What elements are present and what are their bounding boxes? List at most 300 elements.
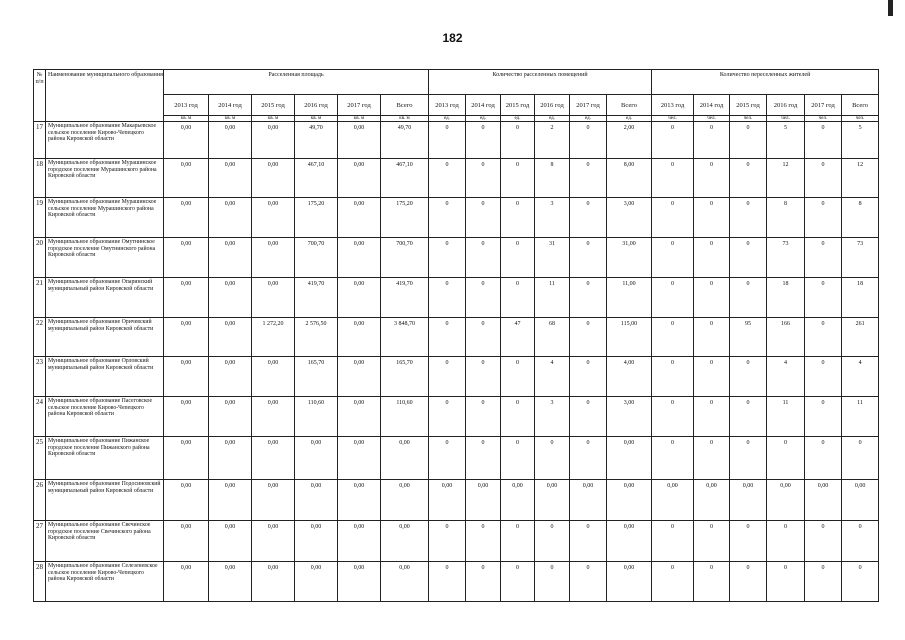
- header-year-people: Всего: [842, 95, 879, 116]
- header-unit-people: чел.: [767, 116, 805, 122]
- header-row-groups: [34, 70, 879, 95]
- cell-area: 110,60: [381, 397, 429, 437]
- cell-people: 0: [805, 122, 842, 159]
- cell-area: 0,00: [209, 357, 252, 397]
- header-year-rooms: 2016 год: [535, 95, 570, 116]
- cell-area: 0,00: [252, 480, 295, 521]
- cell-people: 0,00: [730, 480, 767, 521]
- cell-area: 0,00: [164, 198, 209, 238]
- header-unit-area: кв. м: [164, 116, 209, 122]
- cell-people: 0: [767, 521, 805, 562]
- cell-rooms: 2,00: [607, 122, 652, 159]
- table-row: [34, 562, 879, 602]
- header-unit-area: кв. м: [338, 116, 381, 122]
- cell-rooms: 0: [429, 397, 466, 437]
- cell-people: 0,00: [652, 480, 694, 521]
- cell-people: 11: [767, 397, 805, 437]
- cell-people: 0: [842, 437, 879, 480]
- cell-area: 0,00: [381, 521, 429, 562]
- cell-area: 3 848,70: [381, 318, 429, 357]
- header-num: № п/п: [34, 70, 46, 122]
- cell-people: 5: [767, 122, 805, 159]
- page-number: 182: [442, 31, 463, 45]
- cell-rooms: 0: [535, 437, 570, 480]
- cell-rooms: 0: [570, 521, 607, 562]
- cell-rooms: 0,00: [466, 480, 501, 521]
- table-row: [34, 278, 879, 318]
- cell-area: 700,70: [295, 238, 338, 278]
- cell-rooms: 0: [429, 198, 466, 238]
- row-municipality-name: Муниципальное образование Макарьевское сельское поселение Кирово-Чепецкого района Кировской области: [46, 122, 164, 159]
- header-year-rooms: Всего: [607, 95, 652, 116]
- cell-rooms: 0,00: [607, 480, 652, 521]
- row-municipality-name: Муниципальное образование Мурашинское городское поселение Мурашинского района Кировской области: [46, 159, 164, 198]
- cell-people: 0: [694, 122, 730, 159]
- cell-area: 0,00: [338, 122, 381, 159]
- cell-rooms: 0: [429, 562, 466, 602]
- scan-edge-mark: [888, 0, 893, 16]
- cell-rooms: 0: [570, 122, 607, 159]
- header-unit-people: чел.: [842, 116, 879, 122]
- cell-rooms: 0,00: [607, 521, 652, 562]
- cell-people: 0: [805, 357, 842, 397]
- cell-area: 0,00: [252, 562, 295, 602]
- header-group-people: Количество переселенных жителей: [652, 70, 879, 95]
- cell-area: 467,10: [381, 159, 429, 198]
- cell-area: 0,00: [338, 480, 381, 521]
- row-number: 26: [34, 480, 46, 521]
- cell-people: 0: [805, 198, 842, 238]
- header-year-people: 2013 год: [652, 95, 694, 116]
- cell-rooms: 0: [466, 278, 501, 318]
- row-number: 18: [34, 159, 46, 198]
- cell-area: 0,00: [295, 437, 338, 480]
- cell-area: 0,00: [381, 437, 429, 480]
- cell-rooms: 0: [501, 357, 535, 397]
- cell-rooms: 3: [535, 397, 570, 437]
- cell-area: 0,00: [338, 397, 381, 437]
- cell-rooms: 0,00: [607, 562, 652, 602]
- cell-area: 0,00: [295, 562, 338, 602]
- cell-rooms: 0: [466, 397, 501, 437]
- cell-people: 0: [694, 318, 730, 357]
- cell-area: 0,00: [338, 238, 381, 278]
- cell-people: 0: [842, 521, 879, 562]
- cell-area: 0,00: [209, 562, 252, 602]
- cell-rooms: 0: [501, 521, 535, 562]
- cell-rooms: 0: [466, 198, 501, 238]
- cell-rooms: 0: [501, 562, 535, 602]
- cell-area: 467,10: [295, 159, 338, 198]
- cell-area: 0,00: [252, 357, 295, 397]
- cell-area: 0,00: [252, 521, 295, 562]
- cell-people: 0: [694, 521, 730, 562]
- table-header: [34, 70, 879, 122]
- cell-area: 0,00: [209, 480, 252, 521]
- cell-rooms: 0: [429, 122, 466, 159]
- header-year-area: 2016 год: [295, 95, 338, 116]
- cell-rooms: 0: [501, 159, 535, 198]
- cell-people: 4: [842, 357, 879, 397]
- table-body: [34, 122, 879, 602]
- cell-area: 0,00: [338, 318, 381, 357]
- resettlement-table-container: [33, 69, 879, 602]
- cell-people: 0: [730, 198, 767, 238]
- header-group-rooms: Количество расселенных помещений: [429, 70, 652, 95]
- cell-people: 0: [730, 122, 767, 159]
- row-number: 23: [34, 357, 46, 397]
- cell-rooms: 0: [466, 562, 501, 602]
- row-number: 20: [34, 238, 46, 278]
- header-unit-people: чел.: [652, 116, 694, 122]
- cell-area: 0,00: [164, 397, 209, 437]
- cell-area: 0,00: [252, 278, 295, 318]
- cell-people: 0,00: [842, 480, 879, 521]
- table-row: [34, 437, 879, 480]
- cell-people: 0: [805, 562, 842, 602]
- cell-rooms: 0: [466, 437, 501, 480]
- cell-area: 0,00: [295, 521, 338, 562]
- cell-rooms: 0: [501, 397, 535, 437]
- cell-people: 0: [730, 159, 767, 198]
- cell-people: 0: [652, 437, 694, 480]
- cell-people: 261: [842, 318, 879, 357]
- cell-area: 0,00: [164, 122, 209, 159]
- cell-rooms: 8,00: [607, 159, 652, 198]
- header-unit-rooms: ед.: [570, 116, 607, 122]
- cell-people: 5: [842, 122, 879, 159]
- cell-people: 18: [767, 278, 805, 318]
- cell-rooms: 0: [501, 437, 535, 480]
- cell-area: 0,00: [338, 278, 381, 318]
- cell-people: 11: [842, 397, 879, 437]
- cell-people: 0: [694, 238, 730, 278]
- cell-rooms: 0: [429, 238, 466, 278]
- row-municipality-name: Муниципальное образование Селезеневское сельское поселение Кирово-Чепецкого района Кировской области: [46, 562, 164, 602]
- table-row: [34, 357, 879, 397]
- table-row: [34, 318, 879, 357]
- cell-rooms: 3: [535, 198, 570, 238]
- cell-people: 0: [730, 562, 767, 602]
- cell-people: 0: [694, 357, 730, 397]
- cell-people: 0: [730, 437, 767, 480]
- cell-people: 0: [805, 437, 842, 480]
- row-number: 21: [34, 278, 46, 318]
- cell-area: 0,00: [338, 357, 381, 397]
- cell-rooms: 8: [535, 159, 570, 198]
- cell-people: 0: [652, 318, 694, 357]
- cell-people: 0: [652, 562, 694, 602]
- cell-people: 73: [767, 238, 805, 278]
- cell-rooms: 0: [570, 198, 607, 238]
- header-unit-rooms: ед.: [466, 116, 501, 122]
- header-unit-people: чел.: [805, 116, 842, 122]
- row-number: 24: [34, 397, 46, 437]
- cell-area: 110,60: [295, 397, 338, 437]
- header-unit-area: кв. м: [381, 116, 429, 122]
- cell-rooms: 0,00: [501, 480, 535, 521]
- cell-people: 0,00: [767, 480, 805, 521]
- cell-rooms: 0: [429, 437, 466, 480]
- cell-rooms: 0: [501, 198, 535, 238]
- cell-area: 0,00: [209, 521, 252, 562]
- header-year-area: 2013 год: [164, 95, 209, 116]
- cell-rooms: 0: [570, 238, 607, 278]
- cell-people: 73: [842, 238, 879, 278]
- header-unit-rooms: ед.: [501, 116, 535, 122]
- header-year-area: Всего: [381, 95, 429, 116]
- cell-area: 0,00: [164, 480, 209, 521]
- cell-people: 12: [842, 159, 879, 198]
- cell-people: 0: [842, 562, 879, 602]
- cell-people: 0: [652, 278, 694, 318]
- cell-area: 0,00: [381, 480, 429, 521]
- header-year-people: 2017 год: [805, 95, 842, 116]
- table-row: [34, 397, 879, 437]
- cell-rooms: 0: [501, 122, 535, 159]
- cell-area: 0,00: [209, 198, 252, 238]
- table-row: [34, 480, 879, 521]
- cell-rooms: 0: [501, 238, 535, 278]
- cell-rooms: 0,00: [535, 480, 570, 521]
- row-municipality-name: Муниципальное образование Орловский муниципальный район Кировской области: [46, 357, 164, 397]
- cell-people: 0: [730, 521, 767, 562]
- cell-people: 0: [730, 357, 767, 397]
- header-unit-area: кв. м: [295, 116, 338, 122]
- cell-area: 0,00: [164, 318, 209, 357]
- header-unit-area: кв. м: [209, 116, 252, 122]
- cell-rooms: 2: [535, 122, 570, 159]
- row-municipality-name: Муниципальное образование Мурашинское сельское поселение Мурашинского района Кировской области: [46, 198, 164, 238]
- cell-people: 0: [694, 159, 730, 198]
- row-number: 25: [34, 437, 46, 480]
- header-unit-rooms: ед.: [535, 116, 570, 122]
- cell-people: 0: [652, 357, 694, 397]
- cell-rooms: 4: [535, 357, 570, 397]
- cell-rooms: 0,00: [429, 480, 466, 521]
- cell-area: 0,00: [338, 198, 381, 238]
- cell-rooms: 0: [570, 159, 607, 198]
- cell-people: 0: [805, 278, 842, 318]
- cell-area: 0,00: [164, 521, 209, 562]
- cell-area: 0,00: [164, 437, 209, 480]
- cell-area: 700,70: [381, 238, 429, 278]
- cell-rooms: 0: [429, 357, 466, 397]
- row-number: 27: [34, 521, 46, 562]
- cell-rooms: 0: [535, 521, 570, 562]
- row-municipality-name: Муниципальное образование Свечинское городское поселение Свечинского района Кировской области: [46, 521, 164, 562]
- header-unit-people: чел.: [730, 116, 767, 122]
- cell-rooms: 0: [570, 278, 607, 318]
- row-number: 17: [34, 122, 46, 159]
- header-year-people: 2014 год: [694, 95, 730, 116]
- cell-area: 0,00: [209, 122, 252, 159]
- header-year-rooms: 2014 год: [466, 95, 501, 116]
- cell-people: 0,00: [694, 480, 730, 521]
- cell-area: 0,00: [164, 562, 209, 602]
- cell-area: 49,70: [381, 122, 429, 159]
- cell-area: 165,70: [295, 357, 338, 397]
- cell-rooms: 0: [570, 318, 607, 357]
- cell-area: 0,00: [209, 278, 252, 318]
- header-group-area: Расселенная площадь: [164, 70, 429, 95]
- cell-area: 0,00: [252, 122, 295, 159]
- cell-people: 4: [767, 357, 805, 397]
- cell-area: 0,00: [252, 437, 295, 480]
- header-unit-people: чел.: [694, 116, 730, 122]
- cell-rooms: 3,00: [607, 397, 652, 437]
- cell-people: 0,00: [805, 480, 842, 521]
- cell-area: 419,70: [295, 278, 338, 318]
- header-year-rooms: 2015 год: [501, 95, 535, 116]
- cell-area: 0,00: [252, 198, 295, 238]
- cell-people: 0: [805, 318, 842, 357]
- cell-area: 175,20: [295, 198, 338, 238]
- cell-rooms: 0: [466, 357, 501, 397]
- cell-people: 0: [694, 278, 730, 318]
- cell-area: 0,00: [164, 159, 209, 198]
- cell-rooms: 4,00: [607, 357, 652, 397]
- cell-area: 49,70: [295, 122, 338, 159]
- cell-rooms: 47: [501, 318, 535, 357]
- cell-rooms: 68: [535, 318, 570, 357]
- row-municipality-name: Муниципальное образование Опаринский муниципальный район Кировской области: [46, 278, 164, 318]
- header-year-area: 2015 год: [252, 95, 295, 116]
- header-year-area: 2017 год: [338, 95, 381, 116]
- row-number: 22: [34, 318, 46, 357]
- cell-people: 0: [730, 238, 767, 278]
- cell-area: 0,00: [338, 521, 381, 562]
- table-row: [34, 521, 879, 562]
- cell-rooms: 0,00: [607, 437, 652, 480]
- header-year-rooms: 2013 год: [429, 95, 466, 116]
- cell-people: 0: [694, 437, 730, 480]
- cell-rooms: 11,00: [607, 278, 652, 318]
- cell-area: 0,00: [295, 480, 338, 521]
- cell-rooms: 11: [535, 278, 570, 318]
- cell-rooms: 115,00: [607, 318, 652, 357]
- cell-rooms: 0: [570, 397, 607, 437]
- cell-rooms: 0: [501, 278, 535, 318]
- cell-area: 0,00: [164, 278, 209, 318]
- cell-people: 0: [805, 397, 842, 437]
- cell-people: 0: [730, 397, 767, 437]
- cell-area: 0,00: [381, 562, 429, 602]
- cell-area: 1 272,20: [252, 318, 295, 357]
- cell-area: 165,70: [381, 357, 429, 397]
- cell-rooms: 0,00: [570, 480, 607, 521]
- cell-area: 175,20: [381, 198, 429, 238]
- cell-people: 0: [694, 397, 730, 437]
- cell-people: 0: [767, 437, 805, 480]
- cell-area: 0,00: [252, 159, 295, 198]
- header-year-rooms: 2017 год: [570, 95, 607, 116]
- cell-people: 8: [767, 198, 805, 238]
- cell-rooms: 0: [429, 278, 466, 318]
- row-municipality-name: Муниципальное образование Пасеговское сельское поселение Кирово-Чепецкого района Кировской области: [46, 397, 164, 437]
- row-municipality-name: Муниципальное образование Омутнинское городское поселение Омутнинского района Кировской области: [46, 238, 164, 278]
- cell-rooms: 0: [570, 437, 607, 480]
- cell-people: 166: [767, 318, 805, 357]
- cell-people: 0: [652, 238, 694, 278]
- cell-people: 0: [652, 397, 694, 437]
- cell-rooms: 0: [429, 318, 466, 357]
- cell-rooms: 0: [570, 357, 607, 397]
- cell-people: 0: [652, 198, 694, 238]
- cell-rooms: 0: [466, 159, 501, 198]
- cell-rooms: 3,00: [607, 198, 652, 238]
- cell-rooms: 31,00: [607, 238, 652, 278]
- header-unit-rooms: ед.: [607, 116, 652, 122]
- cell-area: 0,00: [209, 397, 252, 437]
- cell-people: 0: [694, 198, 730, 238]
- cell-area: 0,00: [164, 238, 209, 278]
- cell-area: 0,00: [164, 357, 209, 397]
- header-year-people: 2016 год: [767, 95, 805, 116]
- cell-people: 0: [652, 159, 694, 198]
- cell-rooms: 0: [466, 122, 501, 159]
- cell-people: 18: [842, 278, 879, 318]
- row-municipality-name: Муниципальное образование Подосиновский муниципальный район Кировской области: [46, 480, 164, 521]
- cell-area: 0,00: [338, 437, 381, 480]
- header-unit-rooms: ед.: [429, 116, 466, 122]
- header-unit-area: кв. м: [252, 116, 295, 122]
- cell-rooms: 31: [535, 238, 570, 278]
- cell-area: 0,00: [209, 437, 252, 480]
- cell-rooms: 0: [466, 521, 501, 562]
- row-municipality-name: Муниципальное образование Пижанское городское поселение Пижанского района Кировской области: [46, 437, 164, 480]
- cell-people: 0: [805, 238, 842, 278]
- cell-area: 0,00: [252, 397, 295, 437]
- cell-people: 0: [805, 159, 842, 198]
- header-year-area: 2014 год: [209, 95, 252, 116]
- cell-people: 0: [694, 562, 730, 602]
- cell-area: 2 576,50: [295, 318, 338, 357]
- cell-people: 12: [767, 159, 805, 198]
- cell-people: 8: [842, 198, 879, 238]
- cell-rooms: 0: [535, 562, 570, 602]
- table-row: [34, 198, 879, 238]
- header-name: Наименование муниципального образования: [46, 70, 164, 122]
- table-row: [34, 122, 879, 159]
- cell-people: 0: [652, 521, 694, 562]
- cell-area: 0,00: [209, 318, 252, 357]
- cell-rooms: 0: [466, 238, 501, 278]
- cell-people: 0: [652, 122, 694, 159]
- row-municipality-name: Муниципальное образование Оричевский муниципальный район Кировской области: [46, 318, 164, 357]
- cell-people: 95: [730, 318, 767, 357]
- cell-rooms: 0: [466, 318, 501, 357]
- cell-area: 0,00: [209, 238, 252, 278]
- resettlement-table: [33, 69, 879, 602]
- table-row: [34, 159, 879, 198]
- cell-area: 0,00: [338, 159, 381, 198]
- cell-people: 0: [805, 521, 842, 562]
- cell-area: 0,00: [209, 159, 252, 198]
- cell-people: 0: [767, 562, 805, 602]
- cell-area: 0,00: [338, 562, 381, 602]
- row-number: 19: [34, 198, 46, 238]
- cell-rooms: 0: [429, 159, 466, 198]
- cell-people: 0: [730, 278, 767, 318]
- cell-rooms: 0: [570, 562, 607, 602]
- row-number: 28: [34, 562, 46, 602]
- cell-area: 0,00: [252, 238, 295, 278]
- header-year-people: 2015 год: [730, 95, 767, 116]
- cell-area: 419,70: [381, 278, 429, 318]
- table-row: [34, 238, 879, 278]
- cell-rooms: 0: [429, 521, 466, 562]
